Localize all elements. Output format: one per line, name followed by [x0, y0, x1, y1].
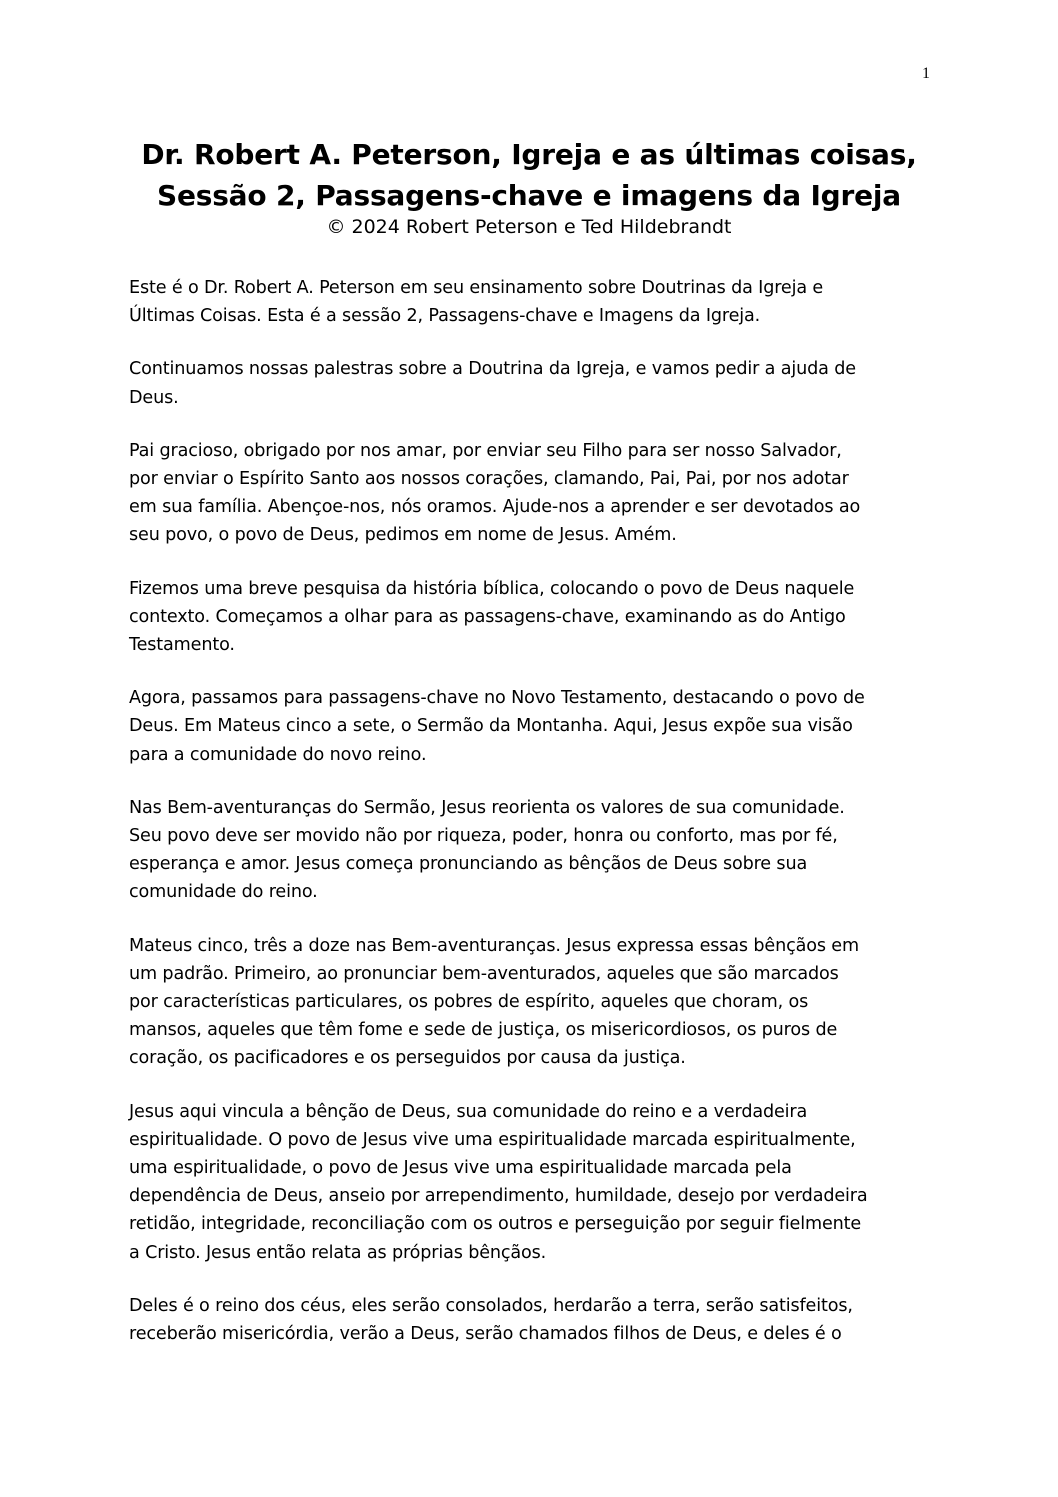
paragraph-line: retidão, integridade, reconciliação com os outros e perseguição por seguir fielmente: [129, 1214, 862, 1235]
paragraph: [129, 1292, 939, 1348]
paragraph: [129, 355, 939, 411]
paragraph: [129, 794, 939, 907]
paragraph-line: esperança e amor. Jesus começa pronunciando as bênçãos de Deus sobre sua: [129, 854, 808, 875]
paragraph-line: por enviar o Espírito Santo aos nossos corações, clamando, Pai, Pai, por nos adotar: [129, 469, 849, 490]
document-title-line-2: Sessão 2, Passagens-chave e imagens da Igreja: [156, 179, 902, 212]
title-block: [0, 134, 1058, 241]
paragraph-line: Nas Bem-aventuranças do Sermão, Jesus reorienta os valores de sua comunidade.: [129, 797, 845, 818]
paragraph: [129, 932, 939, 1073]
paragraph-line: Deus.: [129, 387, 179, 408]
document-title-line-1: Dr. Robert A. Peterson, Igreja e as últimas coisas,: [141, 138, 917, 171]
paragraph-line: espiritualidade. O povo de Jesus vive uma espiritualidade marcada espiritualmente,: [129, 1129, 856, 1150]
paragraph-line: contexto. Começamos a olhar para as passagens-chave, examinando as do Antigo: [129, 606, 846, 627]
paragraph-line: Jesus aqui vincula a bênção de Deus, sua comunidade do reino e a verdadeira: [129, 1101, 808, 1122]
paragraph-line: um padrão. Primeiro, ao pronunciar bem-aventurados, aqueles que são marcados: [129, 963, 839, 984]
document-body: [129, 274, 939, 1373]
paragraph-line: por características particulares, os pobres de espírito, aqueles que choram, os: [129, 992, 809, 1013]
paragraph-line: Deus. Em Mateus cinco a sete, o Sermão da Montanha. Aqui, Jesus expõe sua visão: [129, 716, 853, 737]
page-number: 1: [922, 65, 930, 82]
paragraph-line: Continuamos nossas palestras sobre a Doutrina da Igreja, e vamos pedir a ajuda de: [129, 359, 856, 380]
paragraph-line: para a comunidade do novo reino.: [129, 744, 427, 765]
paragraph: [129, 684, 939, 769]
paragraph-line: a Cristo. Jesus então relata as próprias bênçãos.: [129, 1242, 547, 1263]
paragraph-line: em sua família. Abençoe-nos, nós oramos. Ajude-nos a aprender e ser devotados ao: [129, 497, 861, 518]
paragraph: [129, 274, 939, 330]
paragraph-line: Testamento.: [129, 635, 235, 656]
paragraph: [129, 1098, 939, 1267]
paragraph-line: receberão misericórdia, verão a Deus, serão chamados filhos de Deus, e deles é o: [129, 1324, 842, 1345]
paragraph-line: Fizemos uma breve pesquisa da história bíblica, colocando o povo de Deus naquele: [129, 578, 855, 599]
paragraph-line: coração, os pacificadores e os perseguidos por causa da justiça.: [129, 1048, 686, 1069]
paragraph-line: Pai gracioso, obrigado por nos amar, por enviar seu Filho para ser nosso Salvador,: [129, 440, 842, 461]
paragraph-line: Este é o Dr. Robert A. Peterson em seu ensinamento sobre Doutrinas da Igreja e: [129, 278, 824, 298]
paragraph-line: Agora, passamos para passagens-chave no Novo Testamento, destacando o povo de: [129, 688, 865, 709]
paragraph-line: seu povo, o povo de Deus, pedimos em nome de Jesus. Amém.: [129, 525, 677, 546]
paragraph: [129, 575, 939, 660]
paragraph-line: uma espiritualidade, o povo de Jesus vive uma espiritualidade marcada pela: [129, 1158, 792, 1179]
paragraph-line: mansos, aqueles que têm fome e sede de justiça, os misericordiosos, os puros de: [129, 1020, 838, 1041]
paragraph-line: Mateus cinco, três a doze nas Bem-aventuranças. Jesus expressa essas bênçãos em: [129, 935, 859, 956]
paragraph-line: Seu povo deve ser movido não por riqueza, poder, honra ou conforto, mas por fé,: [129, 826, 838, 847]
paragraph-line: dependência de Deus, anseio por arrependimento, humildade, desejo por verdadeira: [129, 1186, 868, 1207]
paragraph: [129, 437, 939, 550]
copyright-notice: © 2024 Robert Peterson e Ted Hildebrandt: [326, 216, 732, 238]
paragraph-line: comunidade do reino.: [129, 882, 318, 903]
paragraph-line: Deles é o reino dos céus, eles serão consolados, herdarão a terra, serão satisfeitos,: [129, 1295, 853, 1316]
paragraph-line: Últimas Coisas. Esta é a sessão 2, Passagens-chave e Imagens da Igreja.: [129, 306, 761, 327]
